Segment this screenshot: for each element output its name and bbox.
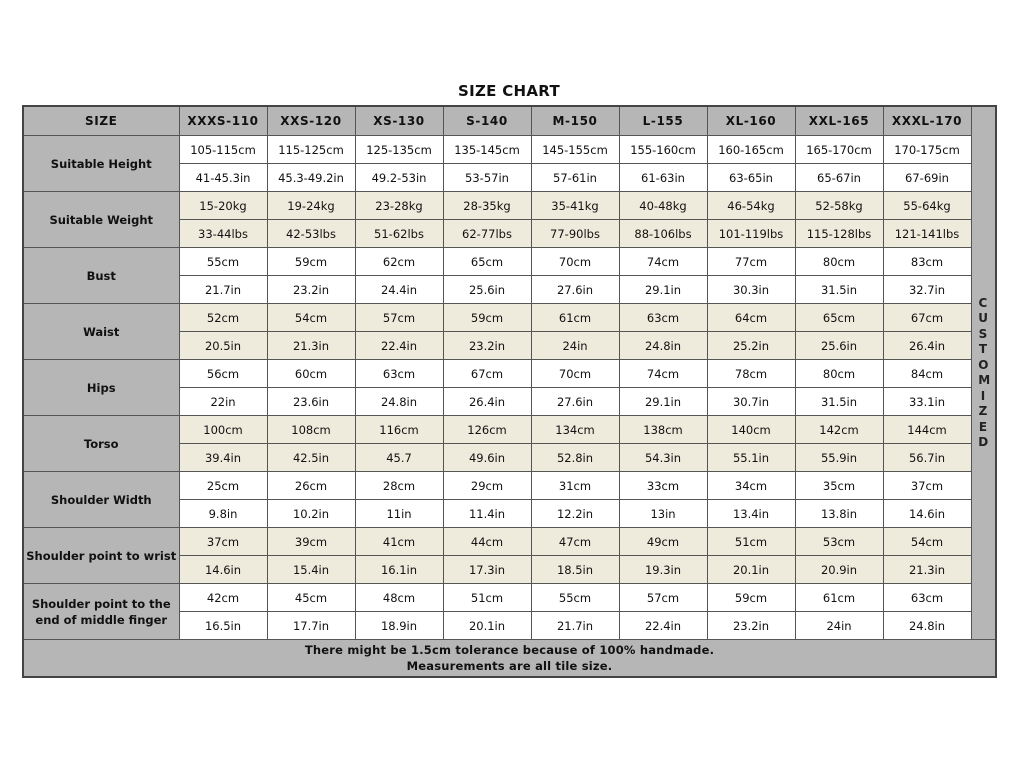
measurement-cell: 27.6in <box>531 276 619 304</box>
measurement-cell: 125-135cm <box>355 136 443 164</box>
measurement-cell: 39cm <box>267 528 355 556</box>
measurement-cell: 77-90lbs <box>531 220 619 248</box>
measurement-cell: 126cm <box>443 416 531 444</box>
measurement-cell: 10.2in <box>267 500 355 528</box>
measurement-cell: 49.6in <box>443 444 531 472</box>
measurement-row <box>23 584 996 612</box>
measurement-cell: 49.2-53in <box>355 164 443 192</box>
measurement-cell: 140cm <box>707 416 795 444</box>
measurement-cell: 121-141lbs <box>883 220 971 248</box>
measurement-cell: 25cm <box>179 472 267 500</box>
measurement-cell: 26.4in <box>443 388 531 416</box>
measurement-cell: 40-48kg <box>619 192 707 220</box>
measurement-cell: 24in <box>531 332 619 360</box>
measurement-cell: 70cm <box>531 248 619 276</box>
measurement-cell: 48cm <box>355 584 443 612</box>
row-group-label: Shoulder point to wrist <box>23 528 179 584</box>
measurement-row <box>23 528 996 556</box>
measurement-cell: 59cm <box>443 304 531 332</box>
measurement-cell: 44cm <box>443 528 531 556</box>
measurement-cell: 80cm <box>795 248 883 276</box>
size-column-header: XXL-165 <box>795 106 883 136</box>
measurement-cell: 88-106lbs <box>619 220 707 248</box>
measurement-cell: 101-119lbs <box>707 220 795 248</box>
measurement-cell: 20.9in <box>795 556 883 584</box>
measurement-cell: 18.9in <box>355 612 443 640</box>
measurement-cell: 28-35kg <box>443 192 531 220</box>
measurement-cell: 23.2in <box>267 276 355 304</box>
row-group-label: Suitable Weight <box>23 192 179 248</box>
measurement-cell: 41-45.3in <box>179 164 267 192</box>
measurement-cell: 21.7in <box>531 612 619 640</box>
footer-line: Measurements are all tile size. <box>406 659 613 673</box>
measurement-cell: 63cm <box>883 584 971 612</box>
measurement-cell: 74cm <box>619 248 707 276</box>
measurement-cell: 14.6in <box>883 500 971 528</box>
measurement-cell: 61cm <box>795 584 883 612</box>
measurement-cell: 115-128lbs <box>795 220 883 248</box>
measurement-cell: 25.6in <box>443 276 531 304</box>
row-group-label: Shoulder Width <box>23 472 179 528</box>
measurement-cell: 63cm <box>355 360 443 388</box>
row-group-label: Suitable Height <box>23 136 179 192</box>
measurement-cell: 19.3in <box>619 556 707 584</box>
measurement-cell: 160-165cm <box>707 136 795 164</box>
size-table <box>22 105 997 678</box>
measurement-cell: 26cm <box>267 472 355 500</box>
measurement-cell: 22.4in <box>355 332 443 360</box>
measurement-cell: 67cm <box>883 304 971 332</box>
size-column-header: XL-160 <box>707 106 795 136</box>
measurement-cell: 52-58kg <box>795 192 883 220</box>
footer-row <box>23 640 996 678</box>
measurement-cell: 83cm <box>883 248 971 276</box>
measurement-cell: 20.5in <box>179 332 267 360</box>
measurement-cell: 78cm <box>707 360 795 388</box>
footer-note <box>23 640 996 678</box>
measurement-cell: 18.5in <box>531 556 619 584</box>
measurement-cell: 59cm <box>707 584 795 612</box>
measurement-cell: 45.7 <box>355 444 443 472</box>
measurement-cell: 20.1in <box>707 556 795 584</box>
measurement-cell: 30.7in <box>707 388 795 416</box>
measurement-cell: 13.8in <box>795 500 883 528</box>
measurement-cell: 21.3in <box>267 332 355 360</box>
measurement-cell: 24.4in <box>355 276 443 304</box>
customized-side-label <box>971 106 996 640</box>
measurement-cell: 35cm <box>795 472 883 500</box>
size-chart <box>22 105 995 678</box>
measurement-cell: 29cm <box>443 472 531 500</box>
measurement-cell: 57cm <box>355 304 443 332</box>
measurement-cell: 52.8in <box>531 444 619 472</box>
measurement-row <box>23 248 996 276</box>
measurement-cell: 65-67in <box>795 164 883 192</box>
measurement-cell: 57cm <box>619 584 707 612</box>
measurement-cell: 144cm <box>883 416 971 444</box>
size-column-header: S-140 <box>443 106 531 136</box>
measurement-cell: 13.4in <box>707 500 795 528</box>
measurement-cell: 31.5in <box>795 276 883 304</box>
measurement-row <box>23 304 996 332</box>
measurement-cell: 138cm <box>619 416 707 444</box>
row-group-label: Torso <box>23 416 179 472</box>
measurement-cell: 24.8in <box>883 612 971 640</box>
row-group-label: Shoulder point to the end of middle finger <box>23 584 179 640</box>
measurement-cell: 49cm <box>619 528 707 556</box>
measurement-cell: 51cm <box>707 528 795 556</box>
measurement-cell: 15.4in <box>267 556 355 584</box>
measurement-cell: 23.2in <box>443 332 531 360</box>
measurement-cell: 65cm <box>443 248 531 276</box>
measurement-cell: 23.6in <box>267 388 355 416</box>
measurement-cell: 17.3in <box>443 556 531 584</box>
measurement-cell: 28cm <box>355 472 443 500</box>
measurement-cell: 42cm <box>179 584 267 612</box>
size-column-header: L-155 <box>619 106 707 136</box>
measurement-cell: 31cm <box>531 472 619 500</box>
measurement-cell: 21.7in <box>179 276 267 304</box>
measurement-cell: 51cm <box>443 584 531 612</box>
measurement-cell: 55-64kg <box>883 192 971 220</box>
measurement-row <box>23 416 996 444</box>
measurement-cell: 105-115cm <box>179 136 267 164</box>
measurement-cell: 24.8in <box>355 388 443 416</box>
measurement-cell: 39.4in <box>179 444 267 472</box>
measurement-cell: 155-160cm <box>619 136 707 164</box>
measurement-cell: 29.1in <box>619 276 707 304</box>
measurement-cell: 55cm <box>179 248 267 276</box>
measurement-cell: 25.2in <box>707 332 795 360</box>
measurement-cell: 63cm <box>619 304 707 332</box>
measurement-cell: 65cm <box>795 304 883 332</box>
measurement-cell: 61-63in <box>619 164 707 192</box>
row-group-label: Hips <box>23 360 179 416</box>
measurement-cell: 100cm <box>179 416 267 444</box>
size-header-label: SIZE <box>23 106 179 136</box>
measurement-cell: 11in <box>355 500 443 528</box>
measurement-cell: 22.4in <box>619 612 707 640</box>
measurement-cell: 46-54kg <box>707 192 795 220</box>
measurement-cell: 145-155cm <box>531 136 619 164</box>
measurement-cell: 64cm <box>707 304 795 332</box>
measurement-cell: 60cm <box>267 360 355 388</box>
measurement-cell: 21.3in <box>883 556 971 584</box>
measurement-cell: 115-125cm <box>267 136 355 164</box>
measurement-cell: 53cm <box>795 528 883 556</box>
size-column-header: XXXS-110 <box>179 106 267 136</box>
measurement-cell: 30.3in <box>707 276 795 304</box>
measurement-cell: 53-57in <box>443 164 531 192</box>
measurement-cell: 142cm <box>795 416 883 444</box>
measurement-cell: 42.5in <box>267 444 355 472</box>
measurement-cell: 55.9in <box>795 444 883 472</box>
measurement-cell: 61cm <box>531 304 619 332</box>
measurement-cell: 31.5in <box>795 388 883 416</box>
measurement-cell: 80cm <box>795 360 883 388</box>
measurement-cell: 165-170cm <box>795 136 883 164</box>
measurement-cell: 19-24kg <box>267 192 355 220</box>
measurement-cell: 134cm <box>531 416 619 444</box>
measurement-cell: 33-44lbs <box>179 220 267 248</box>
measurement-cell: 47cm <box>531 528 619 556</box>
row-group-label: Bust <box>23 248 179 304</box>
size-column-header: XS-130 <box>355 106 443 136</box>
measurement-cell: 51-62lbs <box>355 220 443 248</box>
measurement-row <box>23 136 996 164</box>
measurement-cell: 25.6in <box>795 332 883 360</box>
measurement-cell: 56cm <box>179 360 267 388</box>
measurement-cell: 45.3-49.2in <box>267 164 355 192</box>
measurement-row <box>23 472 996 500</box>
customized-text: CUSTOMIZED <box>978 295 991 449</box>
measurement-cell: 59cm <box>267 248 355 276</box>
measurement-cell: 33.1in <box>883 388 971 416</box>
measurement-cell: 55cm <box>531 584 619 612</box>
measurement-cell: 26.4in <box>883 332 971 360</box>
measurement-cell: 55.1in <box>707 444 795 472</box>
measurement-cell: 56.7in <box>883 444 971 472</box>
measurement-cell: 16.1in <box>355 556 443 584</box>
measurement-cell: 14.6in <box>179 556 267 584</box>
measurement-cell: 12.2in <box>531 500 619 528</box>
measurement-cell: 70cm <box>531 360 619 388</box>
measurement-cell: 63-65in <box>707 164 795 192</box>
measurement-cell: 11.4in <box>443 500 531 528</box>
measurement-cell: 32.7in <box>883 276 971 304</box>
measurement-cell: 20.1in <box>443 612 531 640</box>
measurement-cell: 135-145cm <box>443 136 531 164</box>
measurement-cell: 54.3in <box>619 444 707 472</box>
measurement-cell: 67-69in <box>883 164 971 192</box>
measurement-cell: 34cm <box>707 472 795 500</box>
measurement-cell: 108cm <box>267 416 355 444</box>
measurement-cell: 67cm <box>443 360 531 388</box>
measurement-cell: 23-28kg <box>355 192 443 220</box>
measurement-cell: 84cm <box>883 360 971 388</box>
measurement-cell: 116cm <box>355 416 443 444</box>
measurement-cell: 24.8in <box>619 332 707 360</box>
size-column-header: XXXL-170 <box>883 106 971 136</box>
measurement-cell: 16.5in <box>179 612 267 640</box>
measurement-cell: 41cm <box>355 528 443 556</box>
measurement-cell: 35-41kg <box>531 192 619 220</box>
measurement-cell: 29.1in <box>619 388 707 416</box>
row-group-label: Waist <box>23 304 179 360</box>
measurement-cell: 9.8in <box>179 500 267 528</box>
measurement-cell: 77cm <box>707 248 795 276</box>
measurement-cell: 62-77lbs <box>443 220 531 248</box>
measurement-cell: 15-20kg <box>179 192 267 220</box>
chart-title: SIZE CHART <box>457 82 560 100</box>
measurement-cell: 37cm <box>179 528 267 556</box>
measurement-cell: 170-175cm <box>883 136 971 164</box>
measurement-cell: 45cm <box>267 584 355 612</box>
measurement-cell: 52cm <box>179 304 267 332</box>
measurement-cell: 17.7in <box>267 612 355 640</box>
measurement-row <box>23 360 996 388</box>
measurement-cell: 22in <box>179 388 267 416</box>
measurement-cell: 74cm <box>619 360 707 388</box>
footer-line: There might be 1.5cm tolerance because of 100% handmade. <box>304 643 715 657</box>
header-row <box>23 106 996 136</box>
size-table-body <box>23 106 996 677</box>
measurement-cell: 23.2in <box>707 612 795 640</box>
measurement-cell: 33cm <box>619 472 707 500</box>
size-column-header: M-150 <box>531 106 619 136</box>
size-column-header: XXS-120 <box>267 106 355 136</box>
measurement-cell: 54cm <box>883 528 971 556</box>
measurement-cell: 37cm <box>883 472 971 500</box>
measurement-cell: 62cm <box>355 248 443 276</box>
measurement-cell: 24in <box>795 612 883 640</box>
measurement-cell: 27.6in <box>531 388 619 416</box>
measurement-row <box>23 192 996 220</box>
measurement-cell: 57-61in <box>531 164 619 192</box>
measurement-cell: 42-53lbs <box>267 220 355 248</box>
measurement-cell: 13in <box>619 500 707 528</box>
measurement-cell: 54cm <box>267 304 355 332</box>
